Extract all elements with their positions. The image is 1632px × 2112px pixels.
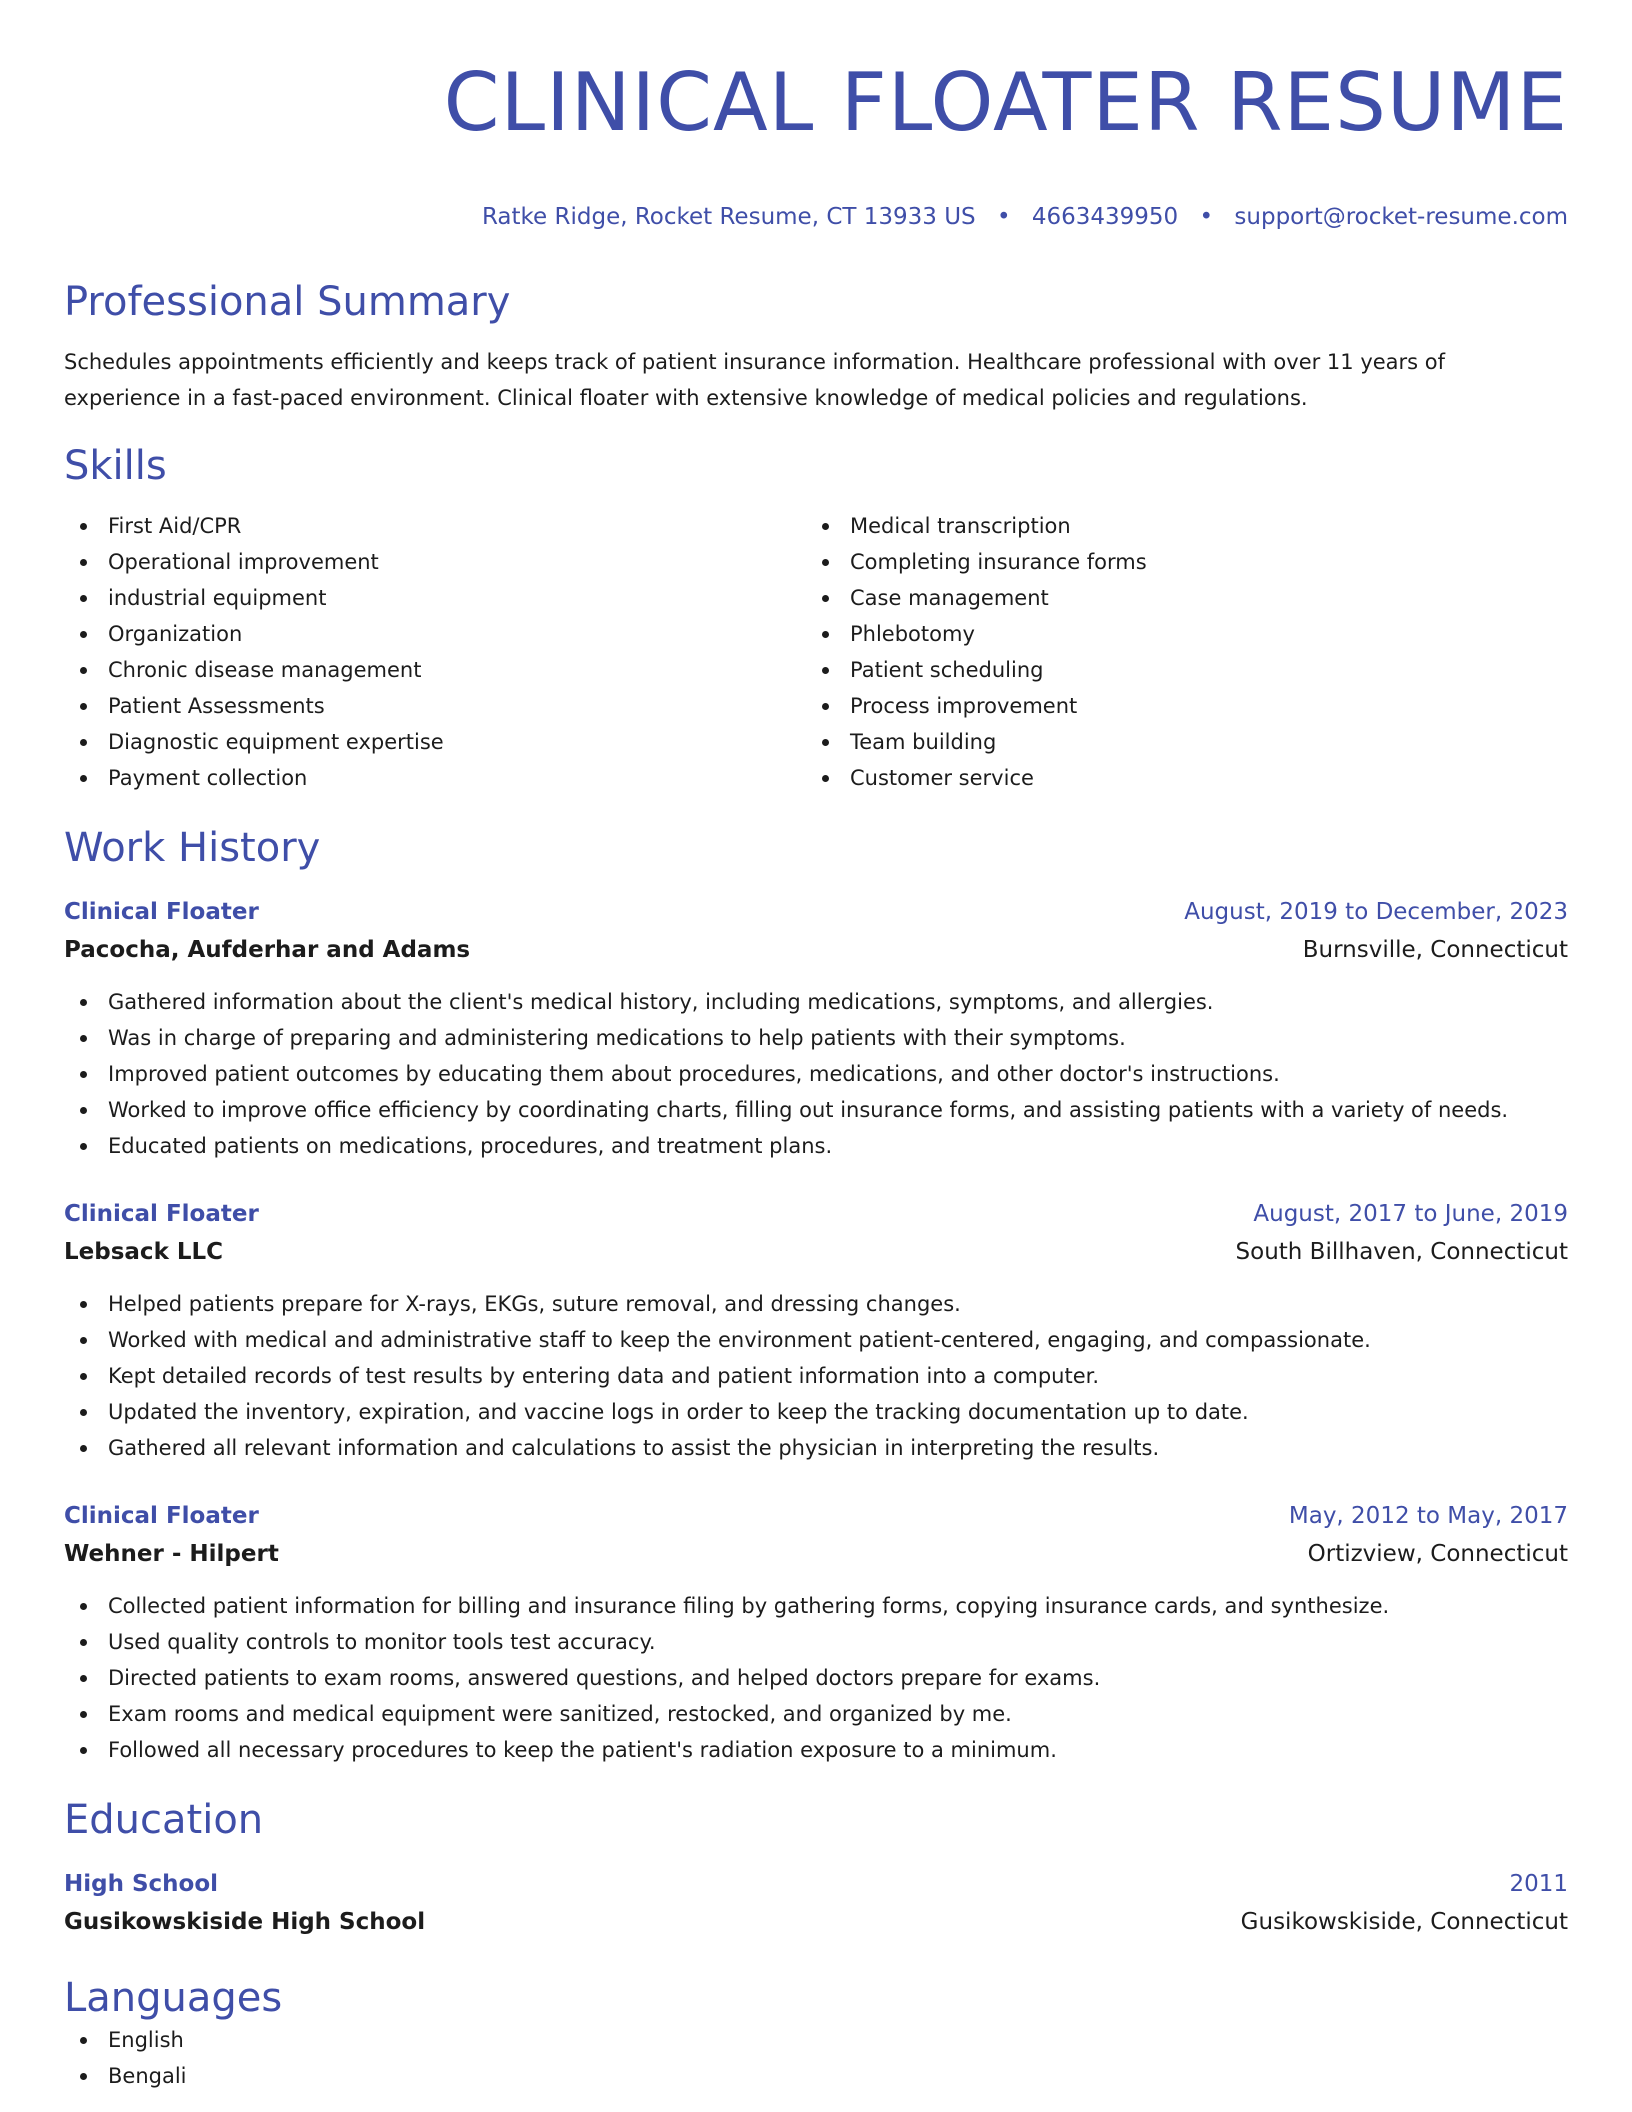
education-degree: High School [64, 1870, 219, 1897]
education-school-row [64, 1902, 1568, 1942]
job-bullets [64, 1286, 1568, 1466]
job-company: Pacocha, Aufderhar and Adams [64, 936, 471, 963]
summary-text: Schedules appointments efficiently and keeps track of patient insurance information. Healthcare professional with over 11 years of experience in a fast-paced environment. Clinical floater with extensive knowledge of medical policies and regulations. [64, 349, 1446, 410]
job-bullet: Educated patients on medications, procedures, and treatment plans. [64, 1128, 1568, 1164]
contact-separator: • [996, 203, 1011, 230]
job-location: Burnsville, Connecticut [1302, 936, 1568, 963]
education-heading: Education [64, 1796, 264, 1843]
job-bullet: Worked to improve office efficiency by coordinating charts, filling out insurance forms, and assisting patients with a variety of needs. [64, 1092, 1568, 1128]
skill-item: Customer service [806, 760, 1548, 796]
job-title: Clinical Floater [64, 898, 259, 925]
language-item: English [64, 2022, 1568, 2058]
job-bullet: Gathered all relevant information and calculations to assist the physician in interpreting the results. [64, 1430, 1568, 1466]
job-bullets [64, 984, 1568, 1164]
language-item: Bengali [64, 2058, 1568, 2094]
job-header-row [64, 1498, 1568, 1534]
skill-item: Diagnostic equipment expertise [64, 724, 806, 760]
job-company-row [64, 1232, 1568, 1272]
skills-list-right [806, 508, 1548, 796]
job-bullet: Was in charge of preparing and administering medications to help patients with their symptoms. [64, 1020, 1568, 1056]
contact-line [64, 202, 1568, 232]
job-bullet: Helped patients prepare for X-rays, EKGs, suture removal, and dressing changes. [64, 1286, 1568, 1322]
skill-item: First Aid/CPR [64, 508, 806, 544]
job-bullet: Directed patients to exam rooms, answered questions, and helped doctors prepare for exams. [64, 1660, 1568, 1696]
skill-item: Process improvement [806, 688, 1548, 724]
languages-list [64, 2022, 1568, 2094]
job-bullet: Kept detailed records of test results by entering data and patient information into a computer. [64, 1358, 1568, 1394]
skill-item: Patient scheduling [806, 652, 1548, 688]
resume-title: CLINICAL FLOATER RESUME [443, 56, 1568, 149]
job-bullet: Improved patient outcomes by educating them about procedures, medications, and other doctor's instructions. [64, 1056, 1568, 1092]
job-company: Lebsack LLC [64, 1238, 224, 1265]
job-bullet: Worked with medical and administrative staff to keep the environment patient-centered, engaging, and compassionate. [64, 1322, 1568, 1358]
job-bullet: Exam rooms and medical equipment were sanitized, restocked, and organized by me. [64, 1696, 1568, 1732]
skill-item: industrial equipment [64, 580, 806, 616]
skill-item: Operational improvement [64, 544, 806, 580]
job-bullets [64, 1588, 1568, 1768]
job-dates: May, 2012 to May, 2017 [1288, 1502, 1568, 1529]
job-company-row [64, 1534, 1568, 1574]
summary-heading: Professional Summary [64, 278, 511, 325]
job-header-row [64, 1196, 1568, 1232]
job-entry [64, 1498, 1568, 1768]
skills-columns [64, 508, 1568, 796]
skill-item: Chronic disease management [64, 652, 806, 688]
job-dates: August, 2017 to June, 2019 [1253, 1200, 1568, 1227]
education-location: Gusikowskiside, Connecticut [1240, 1908, 1568, 1935]
contact-phone: 4663439950 [1031, 203, 1179, 230]
contact-address: Ratke Ridge, Rocket Resume, CT 13933 US [481, 203, 976, 230]
job-company: Wehner - Hilpert [64, 1540, 279, 1567]
education-year: 2011 [1509, 1870, 1568, 1897]
contact-separator: • [1199, 203, 1214, 230]
skill-item: Case management [806, 580, 1548, 616]
skill-item: Organization [64, 616, 806, 652]
skill-item: Phlebotomy [806, 616, 1548, 652]
languages-heading: Languages [64, 1974, 283, 2021]
work-history-heading: Work History [64, 824, 321, 871]
job-dates: August, 2019 to December, 2023 [1184, 898, 1568, 925]
job-title: Clinical Floater [64, 1200, 259, 1227]
job-title: Clinical Floater [64, 1502, 259, 1529]
skill-item: Medical transcription [806, 508, 1548, 544]
job-location: Ortizview, Connecticut [1307, 1540, 1568, 1567]
job-bullet: Gathered information about the client's medical history, including medications, symptoms, and allergies. [64, 984, 1568, 1020]
job-bullet: Used quality controls to monitor tools test accuracy. [64, 1624, 1568, 1660]
job-location: South Billhaven, Connecticut [1235, 1238, 1568, 1265]
education-school: Gusikowskiside High School [64, 1908, 426, 1935]
job-entry [64, 894, 1568, 1164]
skills-list-left [64, 508, 806, 796]
education-entry [64, 1866, 1568, 1942]
skill-item: Payment collection [64, 760, 806, 796]
job-bullet: Updated the inventory, expiration, and vaccine logs in order to keep the tracking documentation up to date. [64, 1394, 1568, 1430]
skill-item: Patient Assessments [64, 688, 806, 724]
job-header-row [64, 894, 1568, 930]
skill-item: Completing insurance forms [806, 544, 1548, 580]
resume-page [64, 0, 1568, 2094]
job-entry [64, 1196, 1568, 1466]
job-company-row [64, 930, 1568, 970]
contact-email[interactable]: support@rocket-resume.com [1234, 203, 1568, 230]
education-header-row [64, 1866, 1568, 1902]
job-bullet: Collected patient information for billing and insurance filing by gathering forms, copying insurance cards, and synthesize. [64, 1588, 1568, 1624]
skills-heading: Skills [64, 442, 167, 489]
skill-item: Team building [806, 724, 1548, 760]
job-bullet: Followed all necessary procedures to keep the patient's radiation exposure to a minimum. [64, 1732, 1568, 1768]
